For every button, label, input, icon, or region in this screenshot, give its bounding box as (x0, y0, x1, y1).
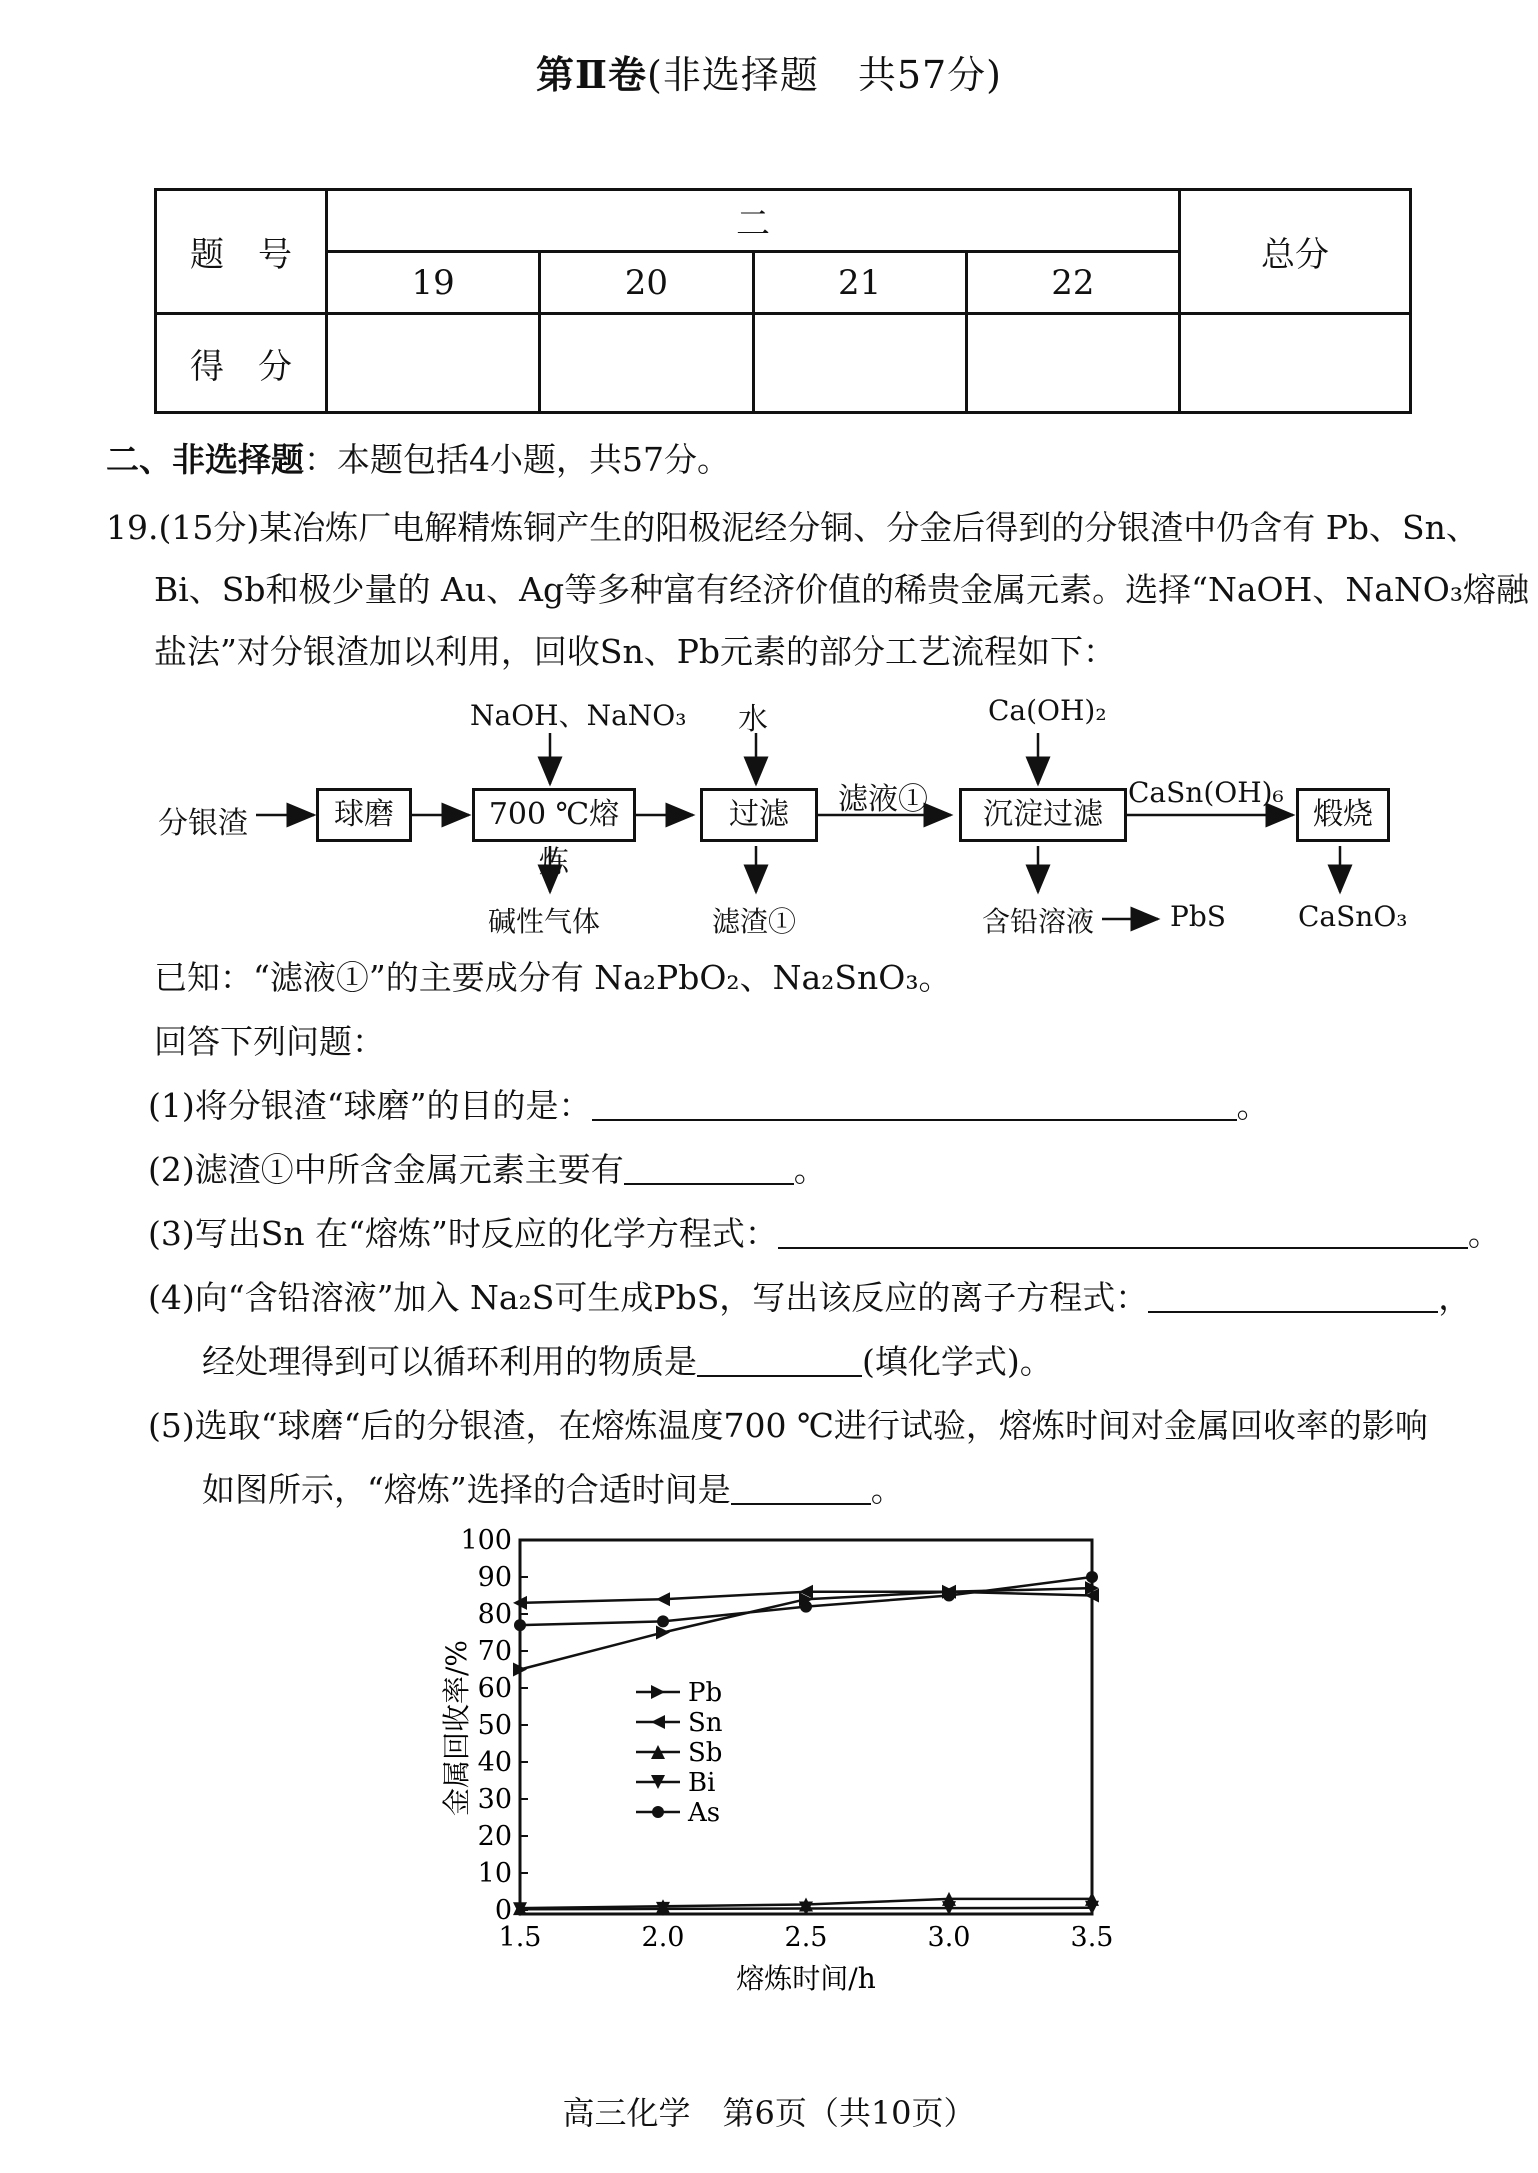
answer-prompt: 回答下列问题： (154, 1022, 385, 1061)
chart-y-tick-label: 30 (477, 1784, 512, 1815)
subquestion-5b-text: 如图所示，“熔炼”选择的合适时间是 (202, 1470, 731, 1509)
flow-start-material: 分银渣 (158, 806, 248, 841)
chart-legend-marker-as (652, 1806, 664, 1818)
flow-step-calcine: 煅烧 (1296, 788, 1390, 842)
score-label: 得 分 (156, 314, 327, 413)
chart-point-as (943, 1590, 955, 1602)
chart-y-tick-label: 70 (477, 1636, 512, 1667)
known-info: 已知：“滤液①”的主要成分有 Na₂PbO₂、Na₂SnO₃。 (154, 958, 952, 997)
chart-legend-label-sn: Sn (688, 1708, 723, 1738)
subquestion-4b-tail: (填化学式)。 (862, 1342, 1053, 1381)
chart-x-tick-label: 3.0 (927, 1922, 971, 1953)
chart-y-tick-label: 40 (477, 1747, 512, 1778)
flow-step-precipitate-filter: 沉淀过滤 (959, 788, 1127, 842)
question-number-20: 20 (540, 252, 753, 314)
question-number-label: 题 号 (156, 190, 327, 314)
subquestion-4-comma: ， (1438, 1278, 1472, 1317)
flow-output-filter-residue: 滤渣① (712, 905, 797, 938)
chart-point-pb (656, 1626, 670, 1640)
question-number-19: 19 (327, 252, 540, 314)
flow-reagent-caoh2: Ca(OH)₂ (988, 694, 1107, 727)
chart-point-as (800, 1601, 812, 1613)
subquestion-1-end: 。 (1236, 1086, 1270, 1125)
title-subtitle: (非选择题 共57分) (647, 53, 1003, 97)
chart-legend-label-bi: Bi (688, 1768, 716, 1798)
subquestion-1-text: (1)将分银渣“球磨”的目的是： (148, 1086, 592, 1125)
chart-point-as (514, 1619, 526, 1631)
flow-step-ball-mill: 球磨 (316, 788, 412, 842)
chart-y-tick-label: 60 (477, 1673, 512, 1704)
flow-label-filtrate: 滤液① (838, 782, 928, 817)
subquestion-5-end: 。 (870, 1470, 904, 1509)
chart-x-tick-label: 3.5 (1070, 1922, 1114, 1953)
subquestion-4-text: (4)向“含铅溶液”加入 Na₂S可生成PbS，写出该反应的离子方程式： (148, 1278, 1149, 1317)
flow-output-casno3: CaSnO₃ (1298, 900, 1408, 933)
chart-x-tick-label: 2.0 (641, 1922, 685, 1953)
chart-x-axis-label: 熔炼时间/h (736, 1962, 876, 1995)
flow-reagent-naoh-nano3: NaOH、NaNO₃ (470, 699, 687, 732)
subquestion-3-text: (3)写出Sn 在“熔炼”时反应的化学方程式： (148, 1214, 778, 1253)
question-number-22: 22 (966, 252, 1179, 314)
subquestion-5: (5)选取“球磨“后的分银渣，在熔炼温度700 ℃进行试验，熔炼时间对金属回收率的影响 (148, 1406, 1428, 1445)
flow-step-smelting: 700 ℃熔炼 (472, 788, 636, 842)
chart-x-tick-label: 1.5 (498, 1922, 542, 1953)
chart-y-axis-label: 金属回收率/% (440, 1639, 473, 1817)
chart-y-tick-label: 10 (477, 1858, 512, 1889)
chart-series-group (513, 1571, 1099, 1916)
flow-output-lead-solution: 含铅溶液 (982, 905, 1095, 938)
question-intro-line-3: 盐法”对分银渣加以利用，回收Sn、Pb元素的部分工艺流程如下： (154, 632, 1117, 671)
chart-y-tick-label: 90 (477, 1562, 512, 1593)
flow-reagent-water: 水 (738, 702, 768, 737)
chart-point-as (1086, 1571, 1098, 1583)
chart-point-as (657, 1615, 669, 1627)
section-number: 二 (327, 190, 1180, 252)
subquestion-2-end: 。 (793, 1150, 827, 1189)
question-intro-line-1: 19.(15分)某冶炼厂电解精炼铜产生的阳极泥经分铜、分金后得到的分银渣中仍含有 Pb、Sn、 (106, 508, 1479, 547)
chart-y-tick-label: 20 (477, 1821, 512, 1852)
chart-legend-label-sb: Sb (688, 1738, 723, 1768)
chart-y-tick-label: 0 (494, 1895, 512, 1926)
chart-x-tick-label: 2.5 (784, 1922, 828, 1953)
flow-label-casnoh6: CaSn(OH)₆ (1128, 776, 1284, 809)
chart-legend-label-pb: Pb (688, 1678, 723, 1708)
subquestion-4b-text: 经处理得到可以循环利用的物质是 (202, 1342, 697, 1381)
subquestion-2-text: (2)滤渣①中所含金属元素主要有 (148, 1150, 624, 1189)
flow-output-alkaline-gas: 碱性气体 (488, 905, 601, 938)
chart-legend-label-as: As (688, 1798, 721, 1828)
total-score-label: 总分 (1180, 190, 1411, 314)
section-heading-bold: 二、非选择题 (106, 440, 304, 479)
chart-y-tick-label: 50 (477, 1710, 512, 1741)
question-intro-line-2: Bi、Sb和极少量的 Au、Ag等多种富有经济价值的稀贵金属元素。选择“NaOH、NaNO₃熔融 (154, 570, 1530, 609)
page-footer: 高三化学 第6页（共10页） (562, 2094, 976, 2132)
flow-output-pbs: PbS (1170, 900, 1226, 933)
question-number-21: 21 (753, 252, 966, 314)
chart-point-sn (656, 1592, 670, 1606)
chart-legend (636, 1678, 723, 1828)
flow-step-filter: 过滤 (700, 788, 818, 842)
chart-y-tick-label: 80 (477, 1599, 512, 1630)
subquestion-3-end: 。 (1467, 1214, 1501, 1253)
section-heading-rest: ：本题包括4小题，共57分。 (304, 440, 730, 479)
title-bold: 第Ⅱ卷 (535, 52, 647, 97)
chart-legend-marker-pb (651, 1685, 665, 1699)
chart-y-tick-label: 100 (460, 1525, 512, 1556)
chart-legend-marker-sn (651, 1715, 665, 1729)
